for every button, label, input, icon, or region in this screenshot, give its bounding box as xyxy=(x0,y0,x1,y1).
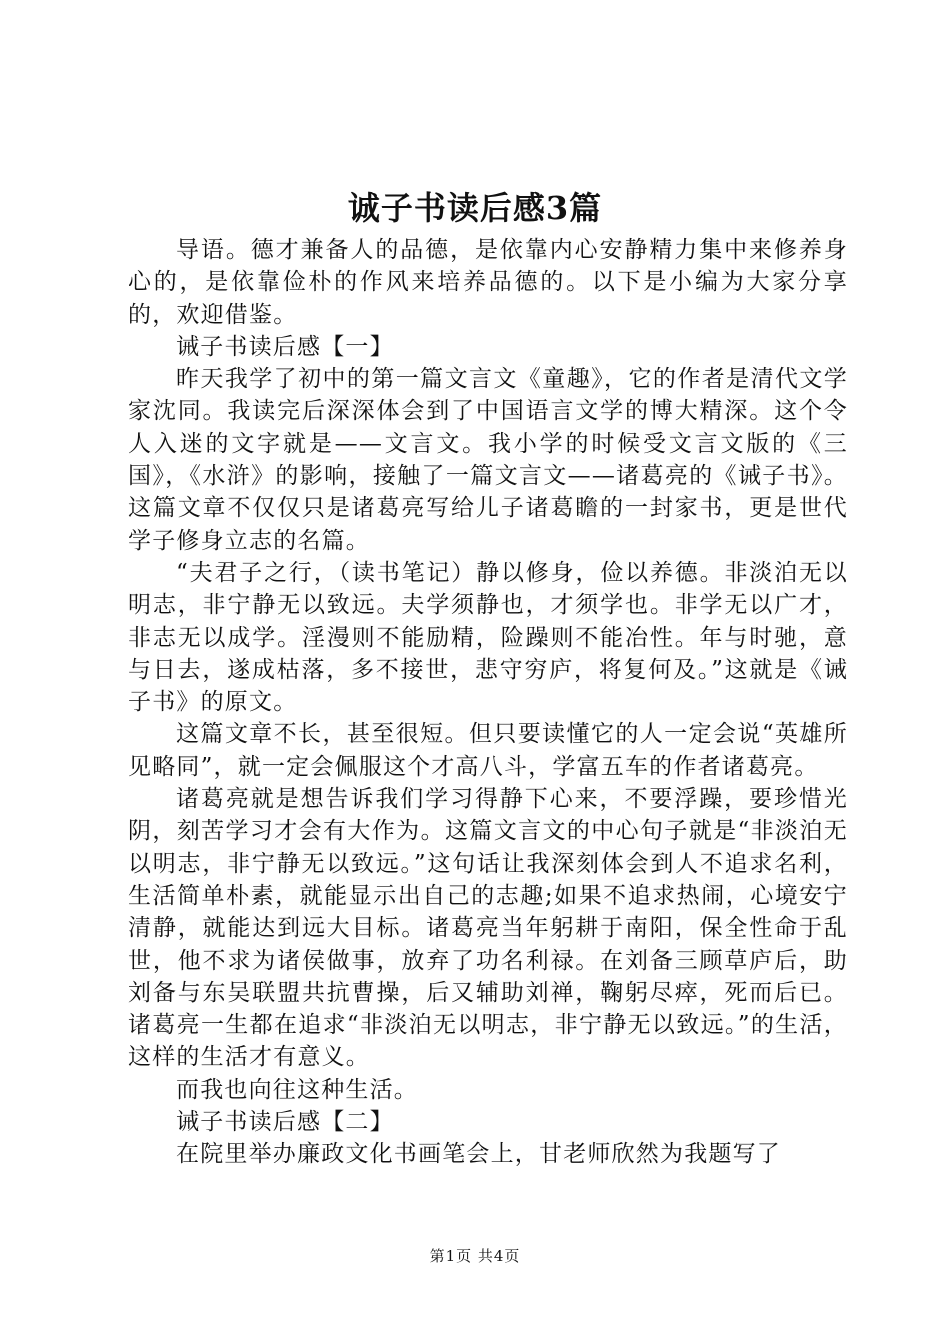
paragraph-body: 昨天我学了初中的第一篇文言文《童趣》，它的作者是清代文学家沈同。我读完后深深体会到了中国语言文学的博大精深。这个令人入迷的文字就是——文言文。我小学的时候受文言文版的《三国》，《水浒》的影响，接触了一篇文言文——诸葛亮的《诫子书》。这篇文章不仅仅只是诸葛亮写给儿子诸葛瞻的一封家书，更是世代学子修身立志的名篇。 xyxy=(128,366,848,554)
document-body xyxy=(128,234,848,1171)
paragraph-body: 在院里举办廉政文化书画笔会上，甘老师欣然为我题写了 xyxy=(176,1141,781,1168)
paragraph-intro: 导语。德才兼备人的品德，是依靠内心安静精力集中来修养身心的，是依靠俭朴的作风来培养品德的。以下是小编为大家分享的，欢迎借鉴。 xyxy=(128,237,848,328)
paragraph-body: 这篇文章不长，甚至很短。但只要读懂它的人一定会说“英雄所见略同”，就一定会佩服这个才高八斗，学富五车的作者诸葛亮。 xyxy=(128,721,848,780)
paragraph-body: 而我也向往这种生活。 xyxy=(176,1076,418,1103)
page-number-footer: 第1页 共4页 xyxy=(429,1247,521,1265)
document-title: 诚子书读后感3篇 xyxy=(347,189,603,227)
section-heading-two: 诫子书读后感【二】 xyxy=(176,1109,394,1136)
section-heading-one: 诫子书读后感【一】 xyxy=(176,333,394,360)
paragraph-body: 诸葛亮就是想告诉我们学习得静下心来，不要浮躁，要珍惜光阴，刻苦学习才会有大作为。这篇文言文的中心句子就是“非淡泊无以明志，非宁静无以致远。”这句话让我深刻体会到人不追求名利，生活简单朴素，就能显示出自己的志趣;如果不追求热闹，心境安宁清静，就能达到远大目标。诸葛亮当年躬耕于南阳，保全性命于乱世，他不求为诸侯做事，放弃了功名利禄。在刘备三顾草庐后，助刘备与东吴联盟共抗曹操，后又辅助刘禅，鞠躬尽瘁，死而后已。诸葛亮一生都在追求“非淡泊无以明志，非宁静无以致远。”的生活，这样的生活才有意义。 xyxy=(128,786,848,1071)
paragraph-quote: “夫君子之行，（读书笔记）静以修身，俭以养德。非淡泊无以明志，非宁静无以致远。夫学须静也，才须学也。非学无以广才，非志无以成学。淫漫则不能励精，险躁则不能冶性。年与时驰，意与日去，遂成枯落，多不接世，悲守穷庐，将复何及。”这就是《诫子书》的原文。 xyxy=(128,559,848,716)
